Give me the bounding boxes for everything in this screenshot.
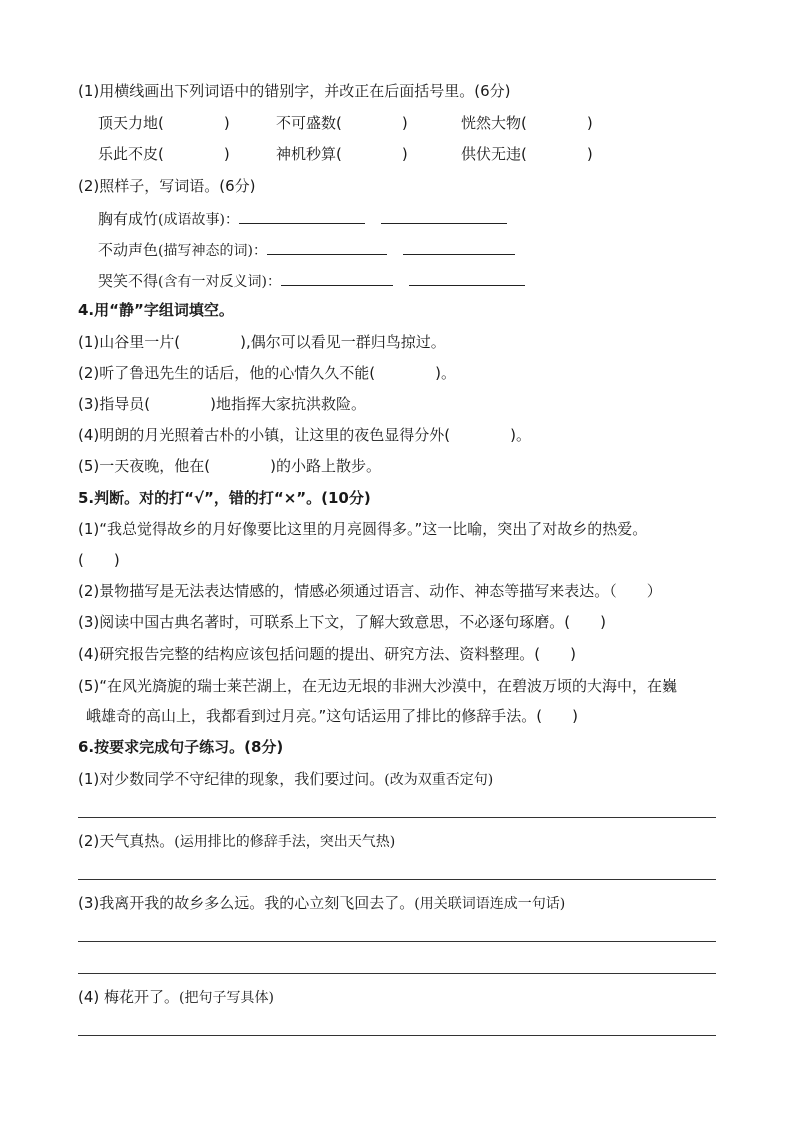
answer-line[interactable]: [78, 973, 716, 974]
instruction-note: (用关联词语连成一句话): [414, 896, 566, 912]
q4-item-2[interactable]: (2)听了鲁迅先生的话后，他的心情久久不能( )。: [78, 364, 456, 382]
example-note: (成语故事)：: [158, 212, 239, 228]
q5-item-2[interactable]: (2)景物描写是无法表达情感的，情感必须通过语言、动作、神态等描写来表达。（ ）: [78, 582, 662, 600]
example-word: 不动声色: [98, 241, 159, 259]
q4-item-1[interactable]: (1)山谷里一片( ),偶尔可以看见一群归鸟掠过。: [78, 333, 446, 351]
q4-item-5[interactable]: (5)一天夜晚，他在( )的小路上散步。: [78, 457, 381, 475]
q3-part2-row-2: [98, 239, 515, 261]
q6-sentence-1: (1)对少数同学不守纪律的现象，我们要过问。(改为双重否定句): [78, 770, 494, 788]
q4-title: 4.用“静”字组词填空。: [78, 301, 234, 319]
q6-sentence-4: (4) 梅花开了。(把句子写具体): [78, 988, 274, 1006]
q3-word-5[interactable]: 神机秒算( ): [276, 145, 408, 163]
q6-sentence-3: (3)我离开我的故乡多么远。我的心立刻飞回去了。(用关联词语连成一句话): [78, 894, 566, 912]
q6-sentence-2: (2)天气真热。(运用排比的修辞手法，突出天气热): [78, 832, 396, 850]
answer-line[interactable]: [78, 1035, 716, 1036]
answer-blank[interactable]: [281, 270, 393, 286]
example-note: (含有一对反义词)：: [158, 274, 281, 290]
q4-item-4[interactable]: (4)明朗的月光照着古朴的小镇，让这里的夜色显得分外( )。: [78, 426, 531, 444]
q3-word-4[interactable]: 乐此不皮( ): [98, 145, 230, 163]
q3-word-2[interactable]: 不可盛数( ): [276, 114, 408, 132]
q5-item-3[interactable]: (3)阅读中国古典名著时，可联系上下文，了解大致意思，不必逐句琢磨。( ): [78, 613, 606, 631]
q3-part2-row-1: [98, 208, 507, 230]
instruction-note: (运用排比的修辞手法，突出天气热): [174, 834, 396, 850]
q3-part2-row-3: [98, 270, 525, 292]
example-note: (描写神态的词)：: [158, 243, 267, 259]
q3-part1-row2: [98, 144, 593, 164]
instruction-note: (改为双重否定句): [384, 772, 494, 788]
answer-blank[interactable]: [381, 208, 507, 224]
q3-part1-heading: (1)用横线画出下列词语中的错别字，并改正在后面括号里。(6分): [78, 82, 511, 100]
q3-part1-row1: [98, 113, 593, 133]
q4-item-3[interactable]: (3)指导员( )地指挥大家抗洪救险。: [78, 395, 366, 413]
q3-word-1[interactable]: 顶天力地( ): [98, 114, 230, 132]
answer-blank[interactable]: [239, 208, 365, 224]
q3-part2-heading: (2)照样子，写词语。(6分): [78, 177, 256, 195]
example-word: 哭笑不得: [98, 272, 159, 290]
q5-item-1-answer[interactable]: ( ): [78, 551, 120, 569]
q5-item-4[interactable]: (4)研究报告完整的结构应该包括问题的提出、研究方法、资料整理。( ): [78, 645, 576, 663]
q5-item-1: (1)“我总觉得故乡的月好像要比这里的月亮圆得多。”这一比喻，突出了对故乡的热爱。: [78, 520, 648, 538]
answer-line[interactable]: [78, 941, 716, 942]
instruction-note: (把句子写具体): [179, 990, 274, 1006]
example-word: 胸有成竹: [98, 210, 159, 228]
answer-blank[interactable]: [409, 270, 525, 286]
q5-item-5-cont[interactable]: 峨雄奇的高山上，我都看到过月亮。”这句话运用了排比的修辞手法。( ): [86, 707, 578, 725]
q3-word-6[interactable]: 供伏无违( ): [461, 145, 593, 163]
q3-word-3[interactable]: 恍然大物( ): [461, 114, 593, 132]
answer-line[interactable]: [78, 817, 716, 818]
q6-title: 6.按要求完成句子练习。(8分): [78, 738, 284, 756]
answer-blank[interactable]: [267, 239, 387, 255]
answer-line[interactable]: [78, 879, 716, 880]
answer-blank[interactable]: [403, 239, 515, 255]
q5-title: 5.判断。对的打“√”，错的打“×”。(10分): [78, 489, 371, 507]
q5-item-5: (5)“在风光旖旎的瑞士莱芒湖上，在无边无垠的非洲大沙漠中，在碧波万顷的大海中，在巍: [78, 677, 678, 695]
